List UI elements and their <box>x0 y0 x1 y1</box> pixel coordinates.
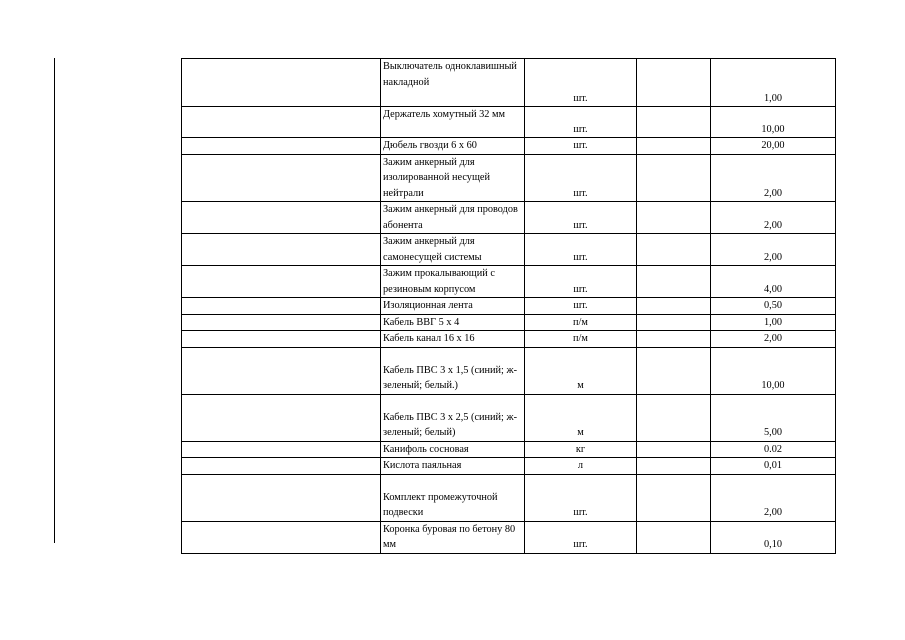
table-row <box>182 234 836 266</box>
unit-cell: шт. <box>525 107 637 138</box>
item-name: Зажим прокалывающий с резиновым корпусом <box>383 268 495 295</box>
empty-cell <box>182 314 381 331</box>
item-name: Кабель ПВС 3 x 1,5 (синий; ж-зеленый; белый.) <box>383 364 518 391</box>
unit-cell: м <box>525 347 637 394</box>
item-name: Кабель ПВС 3 x 2,5 (синий; ж-зеленый; белый) <box>383 411 518 438</box>
item-name-cell <box>381 347 525 394</box>
quantity-cell: 1,00 <box>711 314 836 331</box>
item-name: Кабель ВВГ 5 x 4 <box>383 316 460 328</box>
item-name-cell <box>381 521 525 553</box>
empty-cell <box>182 202 381 234</box>
table-row <box>182 202 836 234</box>
item-name-cell <box>381 234 525 266</box>
item-name-cell <box>381 298 525 315</box>
table-row <box>182 154 836 202</box>
unit-cell: м <box>525 394 637 441</box>
table-row <box>182 521 836 553</box>
item-name: Дюбель гвозди 6 x 60 <box>383 140 477 151</box>
empty-cell <box>182 474 381 521</box>
empty-cell <box>637 441 711 458</box>
table-row <box>182 347 836 394</box>
empty-cell <box>182 331 381 348</box>
item-name-cell <box>381 474 525 521</box>
empty-cell <box>182 59 381 107</box>
empty-cell <box>182 521 381 553</box>
quantity-cell: 4,00 <box>711 266 836 298</box>
empty-cell <box>637 394 711 441</box>
quantity-cell: 10,00 <box>711 347 836 394</box>
quantity-cell: 2,00 <box>711 331 836 348</box>
empty-cell <box>182 138 381 155</box>
table-row <box>182 59 836 107</box>
unit-cell: п/м <box>525 331 637 348</box>
unit-cell: шт. <box>525 521 637 553</box>
table-row <box>182 474 836 521</box>
empty-cell <box>637 474 711 521</box>
item-name: Кислота паяльная <box>383 460 462 471</box>
unit-cell: кг <box>525 441 637 458</box>
item-name-cell <box>381 441 525 458</box>
item-name-cell <box>381 154 525 202</box>
item-name-cell <box>381 107 525 138</box>
table-row <box>182 298 836 315</box>
item-name: Комплект промежуточной подвески <box>383 491 498 518</box>
empty-cell <box>182 298 381 315</box>
table-row <box>182 331 836 348</box>
materials-table <box>181 58 836 554</box>
item-name: Держатель хомутный 32 мм <box>383 109 506 120</box>
item-name: Канифоль сосновая <box>383 443 469 455</box>
quantity-cell: 0,01 <box>711 458 836 475</box>
item-name-cell <box>381 202 525 234</box>
unit-cell: шт. <box>525 234 637 266</box>
unit-cell: шт. <box>525 59 637 107</box>
empty-cell <box>182 107 381 138</box>
empty-cell <box>637 202 711 234</box>
unit-cell: л <box>525 458 637 475</box>
quantity-cell: 20,00 <box>711 138 836 155</box>
empty-cell <box>182 458 381 475</box>
empty-cell <box>637 59 711 107</box>
unit-cell: шт. <box>525 266 637 298</box>
quantity-cell: 2,00 <box>711 154 836 202</box>
item-name-cell <box>381 138 525 155</box>
empty-cell <box>182 234 381 266</box>
empty-cell <box>182 266 381 298</box>
item-name-cell <box>381 394 525 441</box>
item-name: Зажим анкерный для проводов абонента <box>383 204 518 231</box>
table-row <box>182 107 836 138</box>
item-name: Выключатель одноклавишный накладной <box>383 61 517 88</box>
quantity-cell: 10,00 <box>711 107 836 138</box>
unit-cell: шт. <box>525 138 637 155</box>
empty-cell <box>637 154 711 202</box>
empty-cell <box>637 138 711 155</box>
quantity-cell: 0,50 <box>711 298 836 315</box>
table-row <box>182 441 836 458</box>
empty-cell <box>182 394 381 441</box>
item-name-cell <box>381 59 525 107</box>
quantity-cell: 0,10 <box>711 521 836 553</box>
unit-cell: шт. <box>525 154 637 202</box>
item-name: Зажим анкерный для самонесущей системы <box>383 236 482 263</box>
empty-cell <box>637 458 711 475</box>
item-name-cell <box>381 331 525 348</box>
quantity-cell: 2,00 <box>711 202 836 234</box>
item-name: Коронка буровая по бетону 80 мм <box>383 523 516 550</box>
empty-cell <box>637 107 711 138</box>
item-name: Зажим анкерный для изолированной несущей нейтрали <box>383 156 490 199</box>
unit-cell: шт. <box>525 298 637 315</box>
table-row <box>182 314 836 331</box>
empty-cell <box>637 298 711 315</box>
quantity-cell: 0.02 <box>711 441 836 458</box>
quantity-cell: 2,00 <box>711 474 836 521</box>
empty-cell <box>182 347 381 394</box>
empty-cell <box>637 347 711 394</box>
item-name-cell <box>381 314 525 331</box>
empty-cell <box>637 521 711 553</box>
item-name: Изоляционная лента <box>383 300 473 311</box>
quantity-cell: 5,00 <box>711 394 836 441</box>
unit-cell: шт. <box>525 474 637 521</box>
item-name: Кабель канал 16 x 16 <box>383 333 475 344</box>
empty-cell <box>637 314 711 331</box>
table-row <box>182 394 836 441</box>
quantity-cell: 2,00 <box>711 234 836 266</box>
item-name-cell <box>381 458 525 475</box>
unit-cell: шт. <box>525 202 637 234</box>
item-name-cell <box>381 266 525 298</box>
quantity-cell: 1,00 <box>711 59 836 107</box>
empty-cell <box>637 331 711 348</box>
table-row <box>182 266 836 298</box>
unit-cell: п/м <box>525 314 637 331</box>
empty-cell <box>182 154 381 202</box>
margin-rule <box>54 58 55 543</box>
empty-cell <box>637 266 711 298</box>
empty-cell <box>182 441 381 458</box>
table-row <box>182 458 836 475</box>
table-row <box>182 138 836 155</box>
materials-table-body <box>182 59 836 554</box>
empty-cell <box>637 234 711 266</box>
